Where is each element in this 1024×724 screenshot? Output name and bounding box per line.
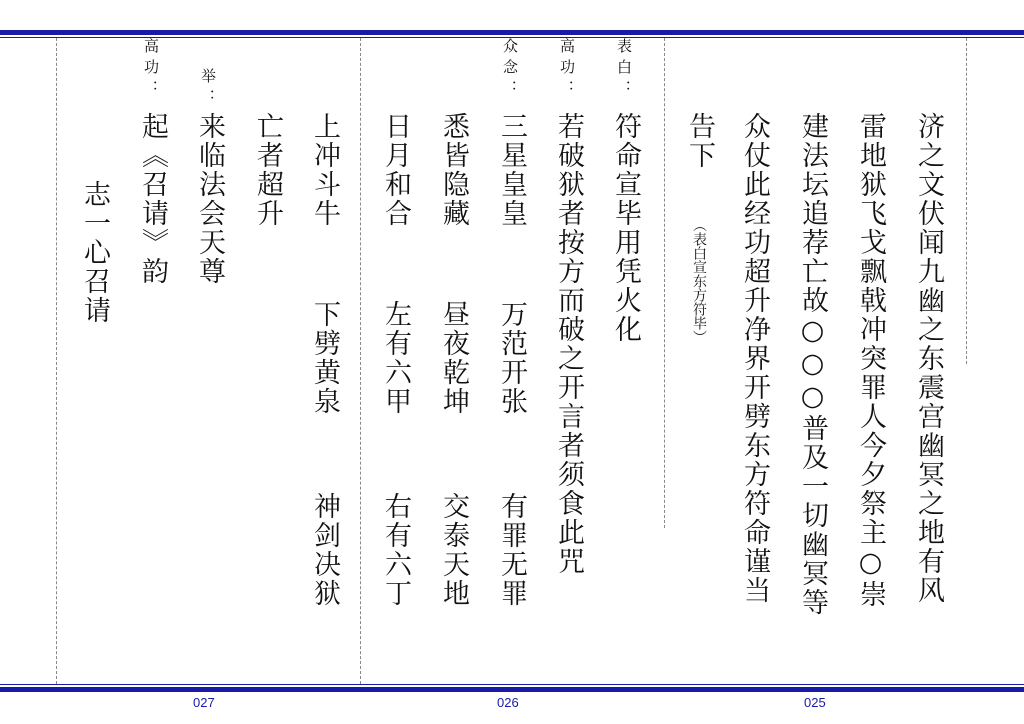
p27-label-ju: 举： xyxy=(199,68,217,110)
p26-verse-col-2-a: 悉皆隐藏 xyxy=(438,112,469,228)
p27-ju-text: 来临法会天尊 xyxy=(194,112,225,286)
page-divider-right-margin xyxy=(966,38,967,364)
p27-column-1: 亡者超升 xyxy=(252,112,283,228)
p26-verse-col-4-b: 下劈黄泉 xyxy=(309,300,340,416)
p27-gaogong-text: 起《召请》韵 xyxy=(137,112,168,286)
p26-verse-col-2-b: 昼夜乾坤 xyxy=(438,300,469,416)
p26-verse-col-3-c: 右有六丁 xyxy=(380,492,411,608)
bottom-rule xyxy=(0,687,1024,692)
page-divider-left-margin xyxy=(56,38,57,684)
p26-verse-col-1-a: 三星皇皇 xyxy=(496,112,527,228)
bottom-rule-thin xyxy=(0,684,1024,685)
top-rule xyxy=(0,30,1024,35)
p25-note: （表白宣东方符毕） xyxy=(691,218,707,344)
p26-verse-col-4-c: 神剑决狱 xyxy=(309,492,340,608)
p26-verse-col-1-b: 万范开张 xyxy=(496,300,527,416)
p26-verse-col-3-b: 左有六甲 xyxy=(380,300,411,416)
p26-biaobai-text: 符命宣毕用凭火化 xyxy=(610,112,641,344)
p26-verse-col-4-a: 上冲斗牛 xyxy=(309,112,340,228)
p25-column-2: 雷地狱飞戈飘戟冲突罪人今夕祭主○崇 xyxy=(855,112,886,609)
p25-column-4: 众仗此经功超升净界开劈东方符命谨当 xyxy=(739,112,770,605)
p26-gaogong-text: 若破狱者按方而破之开言者须食此咒 xyxy=(553,112,584,576)
p26-verse-col-3-a: 日月和合 xyxy=(380,112,411,228)
p26-verse-col-2-c: 交泰天地 xyxy=(438,492,469,608)
p26-verse-col-1-c: 有罪无罪 xyxy=(496,492,527,608)
page-number-027: 027 xyxy=(193,695,215,710)
page-number-026: 026 xyxy=(497,695,519,710)
p25-column-3: 建法坛追荐亡故○○○普及一切幽冥等 xyxy=(797,112,828,617)
p27-column-last: 志一心召请 xyxy=(79,180,110,325)
p25-column-1: 济之文伏闻九幽之东震宫幽冥之地有风 xyxy=(913,112,944,605)
p25-column-5: 告下 xyxy=(684,112,715,170)
p26-label-zhongnian: 众念： xyxy=(501,38,519,101)
p26-label-gaogong: 高功： xyxy=(558,38,576,101)
page-divider-26-25 xyxy=(664,38,665,528)
p26-label-biaobai: 表白： xyxy=(615,38,633,101)
page-divider-27-26 xyxy=(360,38,361,684)
page-number-025: 025 xyxy=(804,695,826,710)
p27-label-gaogong: 高功： xyxy=(142,38,160,101)
